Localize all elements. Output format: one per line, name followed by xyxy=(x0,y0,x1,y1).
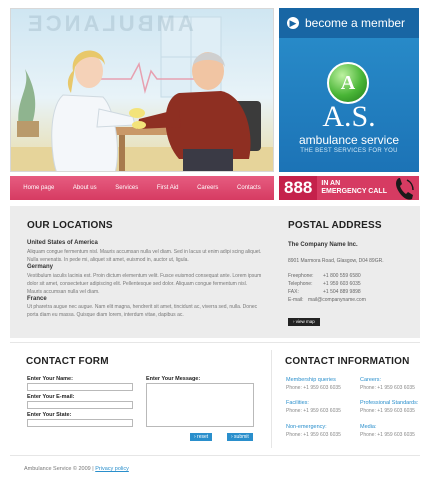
privacy-policy-link[interactable]: Privacy policy xyxy=(95,466,129,472)
reset-button[interactable]: › reset xyxy=(190,433,212,441)
facilities-title: Facilities: xyxy=(286,400,309,406)
email-input[interactable] xyxy=(27,401,133,409)
location-heading-usa: United States of America xyxy=(27,240,98,246)
nav-item-careers[interactable]: Careers xyxy=(197,185,219,191)
emergency-banner xyxy=(279,176,419,200)
brand-panel xyxy=(279,8,419,172)
careers-phone: Phone: +1 959 603 6035 xyxy=(360,385,415,391)
careers-title: Careers: xyxy=(360,377,382,383)
location-heading-germany: Germany xyxy=(27,264,54,270)
nav-item-first-aid[interactable]: First Aid xyxy=(156,185,179,191)
nav-item-contacts[interactable]: Contacts xyxy=(237,185,261,191)
message-label: Enter Your Message: xyxy=(146,376,201,382)
main-nav xyxy=(10,176,274,200)
fax-value: +1 504 889 9898 xyxy=(323,289,361,295)
become-member-button[interactable] xyxy=(279,8,419,38)
phone-icon xyxy=(393,176,415,202)
hero-illustration xyxy=(10,8,274,172)
become-member-label: become a member xyxy=(305,16,406,30)
fax-label: FAX: xyxy=(288,289,299,295)
emergency-label-line2: EMERGENCY CALL xyxy=(321,188,387,195)
footer-divider xyxy=(10,455,420,456)
copyright-text: Ambulance Service © 2009 | xyxy=(24,466,94,472)
standards-title: Professional Standards: xyxy=(360,400,419,406)
company-name: The Company Name Inc. xyxy=(288,242,358,248)
membership-phone: Phone: +1 959 603 6035 xyxy=(286,385,341,391)
name-input[interactable] xyxy=(27,383,133,391)
logo-letter: A xyxy=(340,71,356,94)
facilities-phone: Phone: +1 959 603 6035 xyxy=(286,408,341,414)
emergency-label xyxy=(321,180,387,196)
non-emergency-phone: Phone: +1 959 603 6035 xyxy=(286,432,341,438)
telephone-value: +1 959 603 6035 xyxy=(323,281,361,287)
freephone-value: +1 800 559 6580 xyxy=(323,273,361,279)
contact-info-title: CONTACT INFORMATION xyxy=(285,356,410,367)
telephone-label: Telephone: xyxy=(288,281,313,287)
brand-name: A.S. xyxy=(322,100,376,133)
standards-phone: Phone: +1 959 603 6035 xyxy=(360,408,415,414)
postal-address: 8901 Marmora Road, Glasgow, D04 89GR. xyxy=(288,258,384,264)
name-label: Enter Your Name: xyxy=(27,376,73,382)
media-phone: Phone: +1 959 603 6035 xyxy=(360,432,415,438)
postal-title: POSTAL ADDRESS xyxy=(288,220,382,231)
state-label: Enter Your State: xyxy=(27,412,72,418)
brand-tagline: THE BEST SERVICES FOR YOU xyxy=(300,148,398,154)
emergency-label-line1: IN AN xyxy=(321,180,341,187)
footer xyxy=(24,466,129,472)
logo-icon xyxy=(327,62,369,104)
location-text-usa: Aliquam congue fermentum nisl. Mauris accumsan nulla vel diam. Sed in lacus ut enim adipi scing aliquet. Nulla venenatis. In pede mi, aliquet sit amet, euismod in, auctor ut, ligula. xyxy=(27,249,262,263)
location-text-france: Ut pharetra augue nec augue. Nam elit magna, hendrerit sit amet, tincidunt ac, viverra sed, nulla. Donec porta diam eu massa. Quisque diam lorem, interdum vitae, dapibus ac. xyxy=(27,304,258,318)
nav-item-home[interactable]: Home page xyxy=(23,185,55,191)
section-divider xyxy=(10,342,420,343)
media-title: Media: xyxy=(360,424,377,430)
message-textarea[interactable] xyxy=(146,383,254,427)
arrow-right-icon: ▶ xyxy=(287,17,299,29)
view-map-button[interactable]: › view map xyxy=(288,318,320,326)
contact-form-title: CONTACT FORM xyxy=(26,356,109,367)
email-link[interactable]: mail@companyname.com xyxy=(308,297,366,303)
membership-title: Membership queries xyxy=(286,377,336,383)
location-heading-france: France xyxy=(27,296,47,302)
email-label: E-mail: xyxy=(288,297,304,303)
non-emergency-title: Non-emergency: xyxy=(286,424,327,430)
hero-watermark: AMBULANCE xyxy=(25,11,194,36)
locations-title: OUR LOCATIONS xyxy=(27,220,113,231)
nav-item-about[interactable]: About us xyxy=(72,185,97,191)
nav-item-services[interactable]: Services xyxy=(115,185,139,191)
freephone-label: Freephone: xyxy=(288,273,314,279)
column-divider xyxy=(271,350,272,448)
submit-button[interactable]: › submit xyxy=(227,433,253,441)
brand-subtitle: ambulance service xyxy=(298,133,400,147)
state-input[interactable] xyxy=(27,419,133,427)
email-form-label: Enter Your E-mail: xyxy=(27,394,75,400)
emergency-number: 888 xyxy=(279,176,317,200)
location-text-germany: Vestibulum iaculis lacinia est. Proin dictum elementum velit. Fusce euismod consequat ante. Lorem ipsum dolor sit amet, consectetuer adipiscing elit. Pellentesque sed dolor. Aliquam congue fermentum nisl. Mauris accumsan nulla vel diam. xyxy=(27,273,262,295)
